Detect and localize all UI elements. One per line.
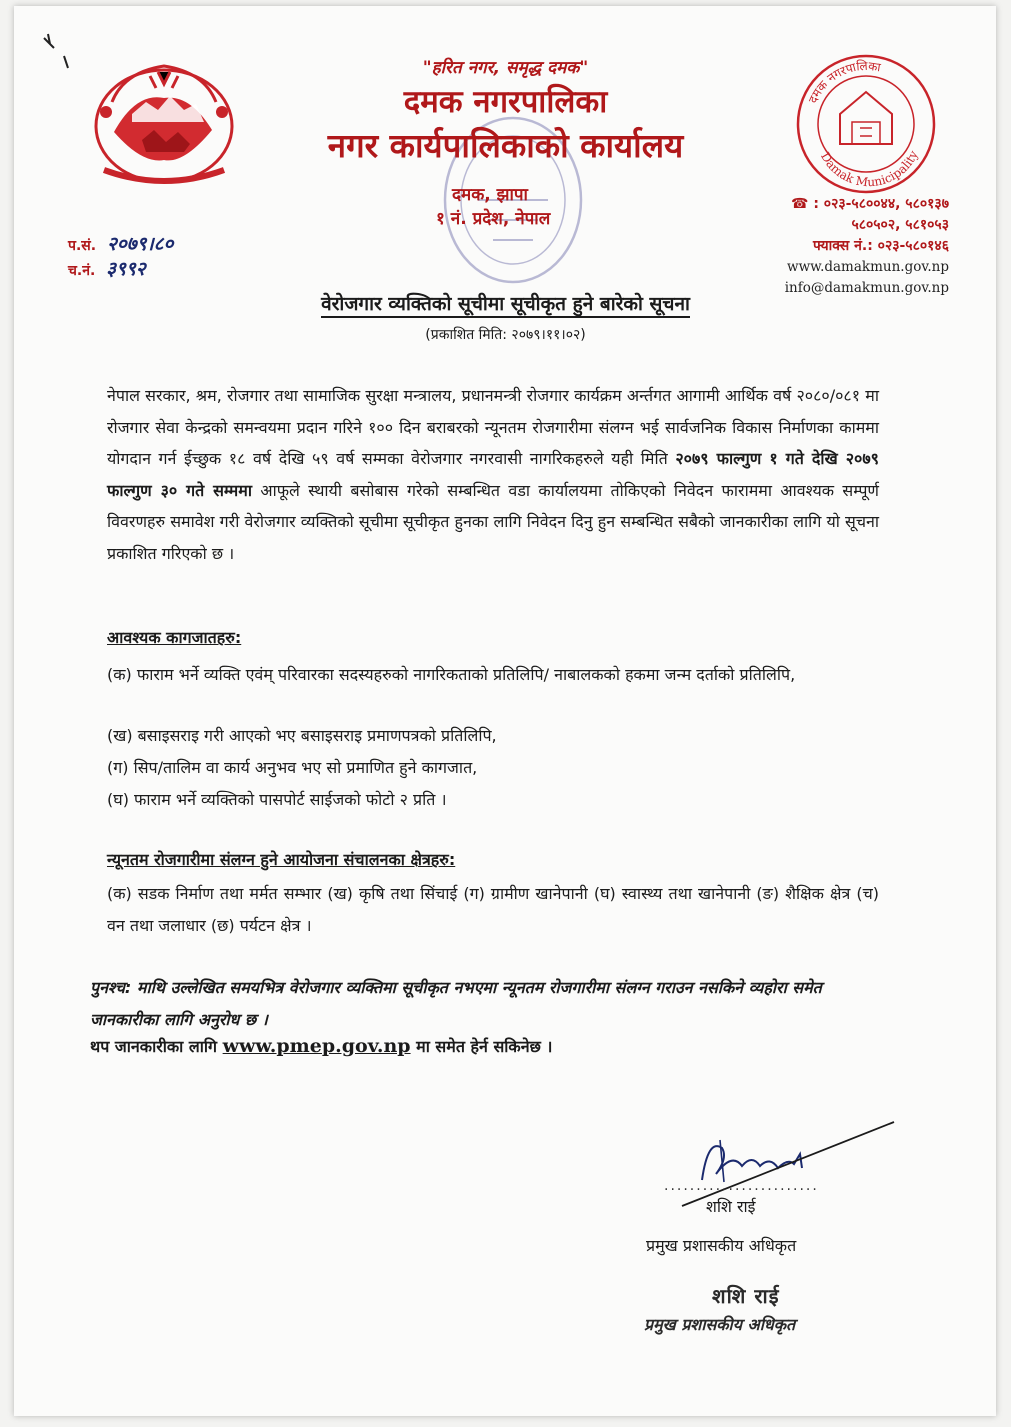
published-date: (प्रकाशित मिति: २०७९।११।०२): [425, 327, 586, 343]
phone-numbers: ☎ : ०२३-५८००४४, ५८०१३७: [791, 196, 949, 212]
document-item: (ख) बसाइसराइ गरी आएको भए बसाइसराइ प्रमाणपत्रको प्रतिलिपि,: [107, 726, 497, 745]
address-city: दमक, झापा: [452, 185, 528, 205]
address-province: १ नं. प्रदेश, नेपाल: [436, 209, 551, 229]
notice-deadline: २०७९ फाल्गुण १ गते देखि २०७९ फाल्गुण ३० गते सम्ममा: [107, 449, 879, 500]
signatory-title: प्रमुख प्रशासकीय अधिकृत: [646, 1236, 797, 1255]
notice-title: वेरोजगार व्यक्तिको सूचीमा सूचीकृत हुने बारेको सूचना: [0, 290, 1011, 316]
reference-label: प.सं.: [68, 238, 97, 254]
document-item: (घ) फाराम भर्ने व्यक्तिको पासपोर्ट साईजको फोटो २ प्रति ।: [107, 790, 447, 809]
pmep-link[interactable]: www.pmep.gov.np: [222, 1035, 411, 1057]
more-info: थप जानकारीका लागि www.pmep.gov.np मा समेत हेर्न सकिनेछ ।: [90, 1035, 553, 1057]
document-item: (क) फाराम भर्ने व्यक्ति एवंम् परिवारका सदस्यहरुको नागरिकताको प्रतिलिपि/ नाबालकको हकमा जन्म दर्ताको प्रतिलिपि,: [107, 665, 796, 684]
dispatch-value: ३९९२: [106, 258, 146, 280]
phone-numbers-2: ५८०५०२, ५८१०५३: [851, 217, 949, 233]
notice-body: नेपाल सरकार, श्रम, रोजगार तथा सामाजिक सुरक्षा मन्त्रालय, प्रधानमन्त्री रोजगार कार्यक्रम अर्न्तगत आगामी आर्थिक वर्ष २०८०/०८१ मा रोजगार सेवा केन्द्रको समन्वयमा प्रदान गरिने १०० दिन बराबरको न्यूनतम रोजगारीमा संलग्न भई सार्वजनिक विकास निर्माणका काममा योगदान गर्न ईच्छुक १८ वर्ष देखि ५९ वर्ष सम्मका वेरोजगार नगरवासी नागरिकहरुले यही मिति २०७९ फाल्गुण १ गते देखि २०७९ फाल्गुण ३० गते सम्ममा आफूले स्थायी बसोबास गरेको सम्बन्धित वडा कार्यालयमा तोकिएको निवेदन फाराममा आवश्यक सम्पूर्ण विवरणहरु समावेश गरी वेरोजगार व्यक्तिको सूचीमा सूचीकृत हुनका लागि निवेदन दिनु हुन सम्बन्धित सबैको जानकारीका लागि यो सूचना प्रकाशित गरिएको छ ।: [107, 386, 879, 563]
reference-number: [68, 230, 173, 256]
office-name: नगर कार्यपालिकाको कार्यालय: [327, 126, 684, 165]
dispatch-label: च.नं.: [68, 263, 96, 279]
handwritten-signature: [662, 1118, 902, 1218]
seal-text-top: दमक नगरपालिका: [805, 58, 882, 106]
documents-heading: आवश्यक कागजातहरु:: [107, 628, 242, 647]
reference-value: २०७९।८०: [106, 233, 174, 255]
seal-text-bottom: Damak Municipality: [818, 148, 921, 190]
signatory-name: शशि राई: [706, 1197, 756, 1216]
dispatch-number: [68, 255, 146, 281]
areas-heading: न्यूनतम रोजगारीमा संलग्न हुने आयोजना संचालनका क्षेत्रहरु:: [107, 850, 456, 869]
name-stamp: शशि राई: [712, 1284, 780, 1308]
postscript: पुनश्च: माथि उल्लेखित समयभित्र वेरोजगार व्यक्तिमा सूचीकृत नभएमा न्यूनतम रोजगारीमा संलग्न गराउन नसकिने व्यहोरा समेत जानकारीका लागि अनुरोध छ ।: [90, 978, 822, 1029]
signature-line: ........................: [664, 1178, 819, 1194]
municipal-motto: "हरित नगर, समृद्ध दमक": [422, 58, 589, 78]
municipality-name: दमक नगरपालिका: [403, 84, 608, 120]
email-address: info@damakmun.gov.np: [784, 280, 949, 296]
document-item: (ग) सिप/तालिम वा कार्य अनुभव भए सो प्रमाणित हुने कागजात,: [107, 758, 478, 777]
areas-list: (क) सडक निर्माण तथा मर्मत सम्भार (ख) कृषि तथा सिंचाई (ग) ग्रामीण खानेपानी (घ) स्वास्थ्य तथा खानेपानी (ङ) शैक्षिक क्षेत्र (च) वन तथा जलाधार (छ) पर्यटन क्षेत्र ।: [107, 884, 879, 935]
website-url: www.damakmun.gov.np: [787, 259, 949, 275]
title-stamp: प्रमुख प्रशासकीय अधिकृत: [644, 1315, 796, 1334]
fax-number: फ्याक्स नं.: ०२३-५८०१४६: [812, 238, 949, 254]
